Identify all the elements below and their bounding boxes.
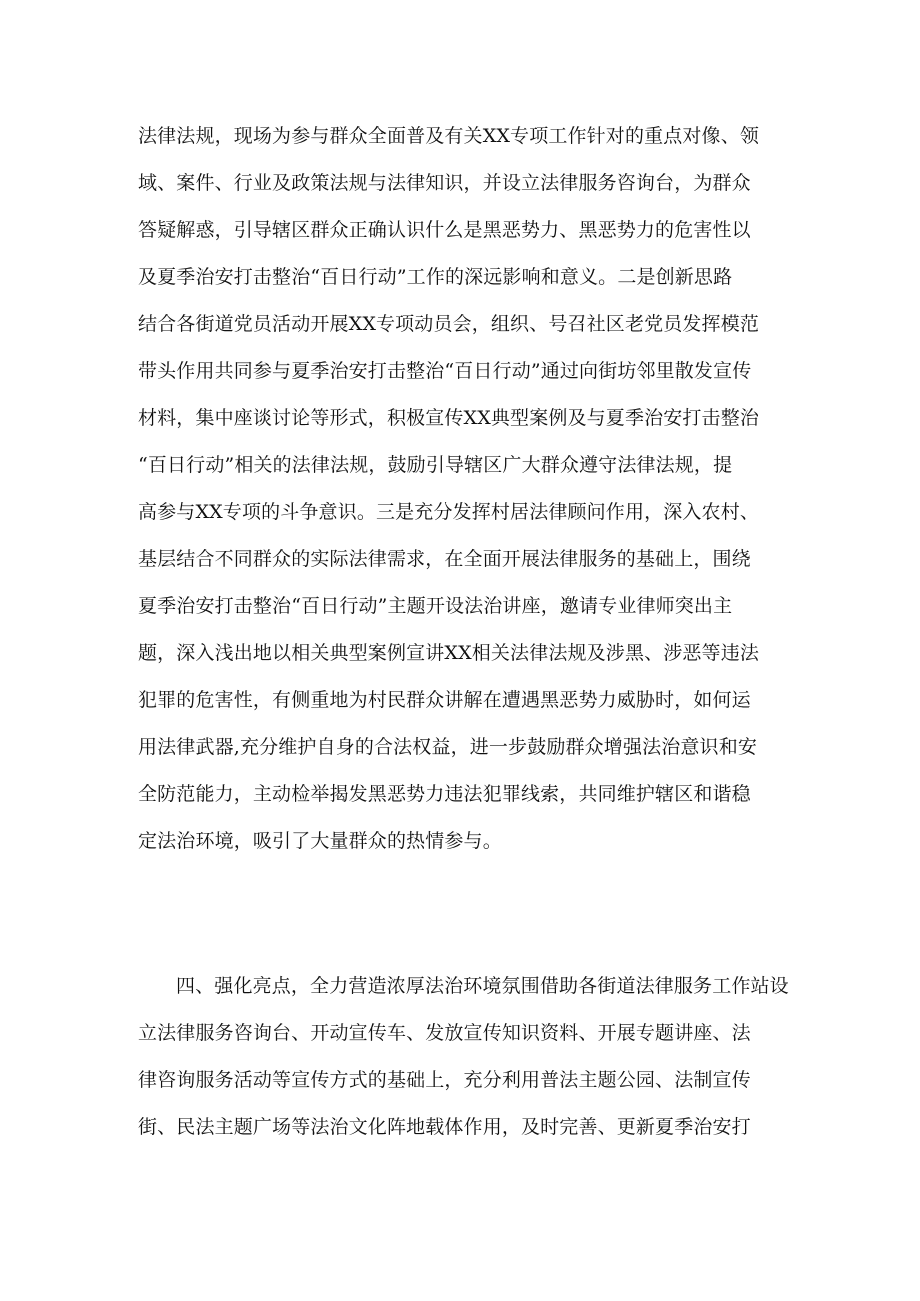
text-line: 四、强化亮点，全力营造浓厚法治环境氛围借助各街道法律服务工作站设 (176, 975, 789, 997)
text-line: 带头作用共同参与夏季治安打击整治“百日行动”通过向街坊邻里散发宣传 (138, 360, 752, 382)
text-line: 立法律服务咨询台、开动宣传车、发放宣传知识资料、开展专题讲座、法 (138, 1022, 751, 1044)
text-line: “百日行动”相关的法律法规，鼓励引导辖区广大群众遵守法律法规，提 (138, 454, 733, 476)
text-line: 街、民法主题广场等法治文化阵地载体作用，及时完善、更新夏季治安打 (138, 1116, 751, 1138)
text-line: 犯罪的危害性，有侧重地为村民群众讲解在遭遇黑恶势力威胁时，如何运 (138, 689, 751, 711)
text-line: 材料，集中座谈讨论等形式，积极宣传XX典型案例及与夏季治安打击整治 (138, 407, 760, 429)
text-line: 答疑解惑，引导辖区群众正确认识什么是黑恶势力、黑恶势力的危害性以 (138, 219, 751, 241)
text-line: 全防范能力，主动检举揭发黑恶势力违法犯罪线索，共同维护辖区和谐稳 (138, 783, 751, 805)
text-line: 基层结合不同群众的实际法律需求，在全面开展法律服务的基础上，围绕 (138, 548, 751, 570)
text-line: 题，深入浅出地以相关典型案例宣讲XX相关法律法规及涉黑、涉恶等违法 (138, 642, 760, 664)
text-line: 用法律武器,充分维护自身的合法权益，进一步鼓励群众增强法治意识和安 (138, 736, 757, 758)
text-line: 高参与XX专项的斗争意识。三是充分发挥村居法律顾问作用，深入农村、 (138, 501, 760, 523)
text-line: 定法治环境，吸引了大量群众的热情参与。 (138, 830, 502, 852)
text-line: 法律法规，现场为参与群众全面普及有关XX专项工作针对的重点对像、领 (138, 125, 760, 147)
text-line: 及夏季治安打击整治“百日行动”工作的深远影响和意义。二是创新思路 (138, 266, 733, 288)
text-line: 结合各街道党员活动开展XX专项动员会，组织、号召社区老党员发挥模范 (138, 313, 760, 335)
text-line: 域、案件、行业及政策法规与法律知识，并设立法律服务咨询台，为群众 (138, 172, 751, 194)
text-line: 夏季治安打击整治“百日行动”主题开设法治讲座，邀请专业律师突出主 (138, 595, 733, 617)
text-line: 律咨询服务活动等宣传方式的基础上，充分利用普法主题公园、法制宣传 (138, 1069, 751, 1091)
